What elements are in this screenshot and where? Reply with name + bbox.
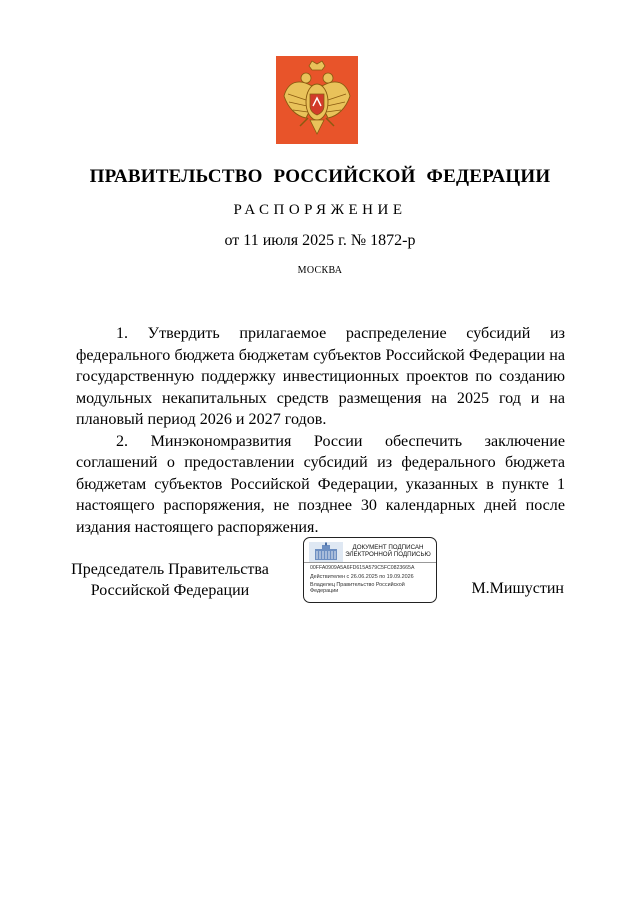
signatory-position-line-2: Российской Федерации [90,582,250,599]
stamp-title-line-1: ДОКУМЕНТ ПОДПИСАН [352,544,424,551]
government-title: ПРАВИТЕЛЬСТВО РОССИЙСКОЙ ФЕДЕРАЦИИ [89,166,551,187]
signatory-name: М.Мишустин [471,580,564,597]
certificate-owner: Владелец Правительство Российской Федерации [310,582,405,595]
electronic-signature-stamp [303,537,437,603]
paragraph-2: 2. Минэкономразвития России обеспечить заключение соглашений о предоставлении субсидий из федерального бюджета бюджетам субъектов Российской Федерации, указанных в пункте 1 настоящего распоряжения, не позднее 30 календарных дней после издания настоящего распоряжения. [76,432,565,536]
stamp-title [342,544,434,558]
document-type: РАСПОРЯЖЕНИЕ [233,202,407,218]
document-city: МОСКВА [297,265,343,276]
stamp-title-line-2: ЭЛЕКТРОННОЙ ПОДПИСЬЮ [345,551,431,558]
paragraph-1: 1. Утвердить прилагаемое распределение субсидий из федерального бюджета бюджетам субъектов Российской Федерации на государственную поддержку инвестиционных проектов по созданию модульных некапитальных средств размещения на 2025 год и на плановый период 2026 и 2027 годов. [76,325,565,428]
certificate-validity: Действителен с 26.06.2025 по 19.09.2026 [310,574,414,580]
signatory-position-line-1: Председатель Правительства [71,561,269,578]
document-date-number: от 11 июля 2025 г. № 1872-р [224,232,416,249]
signatory-position [60,559,280,601]
government-building-icon [309,542,343,562]
coat-of-arms-emblem [276,56,358,144]
stamp-divider [304,562,436,563]
russian-coat-of-arms-icon [276,56,358,144]
certificate-serial: 00FFA0909A5A6FD615A579C5FC0823665A [310,565,415,571]
document-body [76,323,565,538]
